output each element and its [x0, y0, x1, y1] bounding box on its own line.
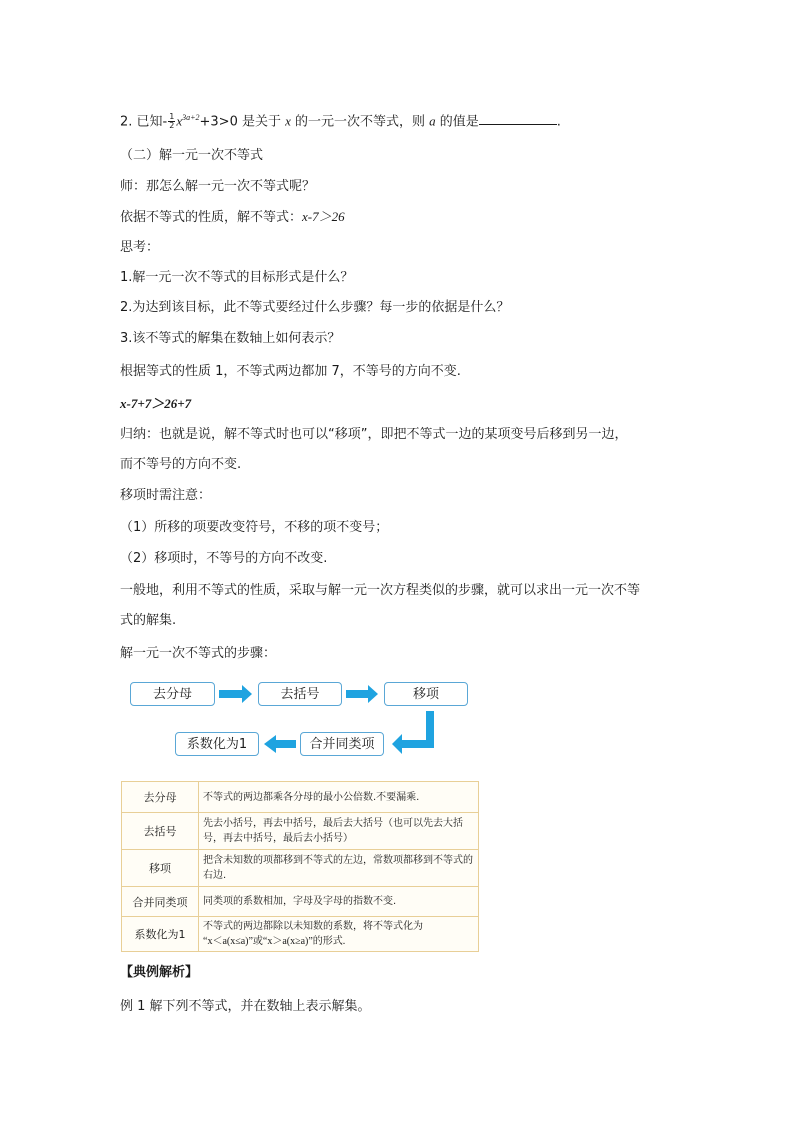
variable-a: a	[429, 113, 436, 129]
table-row	[122, 782, 479, 813]
example-1: 例 1 解下列不等式，并在数轴上表示解集。	[120, 999, 371, 1014]
variable-x-2: x	[285, 113, 291, 129]
table-desc-cell: 同类项的系数相加，字母及字母的指数不变.	[199, 887, 479, 917]
table-step-cell: 去分母	[122, 782, 199, 813]
table-step-cell: 系数化为1	[122, 917, 199, 952]
notice-item-2: （2）移项时，不等号的方向不改变.	[120, 551, 328, 566]
q2-after: +3>0 是关于	[199, 114, 286, 130]
flow-step-5: 系数化为1	[175, 732, 259, 756]
prompt-prefix: 依据不等式的性质，解不等式：	[120, 210, 303, 225]
equation-step: x-7+7＞26+7	[120, 396, 192, 411]
arrow-right-icon	[346, 685, 378, 703]
think-label: 思考：	[120, 240, 160, 255]
table-desc-cell: 把含未知数的项都移到不等式的左边，常数项都移到不等式的右边.	[199, 850, 479, 887]
table-row	[122, 917, 479, 952]
think-question-2: 2.为达到该目标，此不等式要经过什么步骤？每一步的依据是什么？	[120, 300, 510, 315]
summary-line-2: 而不等号的方向不变.	[120, 457, 242, 472]
think-question-3: 3.该不等式的解集在数轴上如何表示？	[120, 331, 341, 346]
q2-middle: 的一元一次不等式，则	[290, 114, 430, 130]
notice-label: 移项时需注意：	[120, 488, 212, 503]
property-line: 根据等式的性质 1，不等式两边都加 7，不等号的方向不变.	[120, 364, 461, 379]
flow-step-2: 去括号	[258, 682, 342, 706]
table-desc-cell	[199, 917, 479, 952]
table-desc-cell: 不等式的两边都乘各分母的最小公倍数.不要漏乘.	[199, 782, 479, 813]
section-title: （二）解一元一次不等式	[120, 148, 264, 163]
table-row	[122, 850, 479, 887]
general-line-2: 式的解集.	[120, 613, 177, 628]
notice-item-1: （1）所移的项要改变符号，不移的项不变号；	[120, 520, 389, 535]
q2-tail: .	[556, 114, 561, 130]
fraction-numerator: 1	[169, 112, 175, 122]
q2-prefix: 2. 已知-	[120, 114, 168, 130]
teacher-line: 师：那怎么解一元一次不等式呢？	[120, 179, 316, 194]
table-row	[122, 887, 479, 917]
q2-end: 的值是	[435, 114, 479, 130]
example-heading: 【典例解析】	[120, 965, 199, 980]
table-step-cell: 移项	[122, 850, 199, 887]
table-desc-line-1: 不等式的两边都除以未知数的系数，将不等式化为	[203, 921, 423, 932]
arrow-right-icon	[219, 685, 252, 703]
exponent: 3a+2	[182, 113, 200, 122]
prompt-expression: x-7＞26	[302, 209, 345, 224]
flow-step-1: 去分母	[130, 682, 215, 706]
flow-step-4: 合并同类项	[300, 732, 384, 756]
table-desc-line-2: “x＜a(x≤a)”或“x＞a(x≥a)”的形式.	[203, 936, 346, 947]
table-row	[122, 813, 479, 850]
steps-table	[121, 781, 479, 952]
general-line-1: 一般地，利用不等式的性质，采取与解一元一次方程类似的步骤，就可以求出一元一次不等	[120, 583, 641, 598]
arrow-elbow-icon	[392, 711, 434, 754]
summary-line-1: 归纳：也就是说，解不等式时也可以“移项”，即把不等式一边的某项变号后移到另一边，	[120, 427, 628, 442]
table-step-cell: 去括号	[122, 813, 199, 850]
variable-x: x	[176, 113, 183, 129]
think-question-1: 1.解一元一次不等式的目标形式是什么？	[120, 270, 354, 285]
table-desc-cell: 先去小括号，再去中括号，最后去大括号（也可以先去大括号，再去中括号，最后去小括号）	[199, 813, 479, 850]
arrow-left-icon	[264, 735, 296, 753]
table-step-cell: 合并同类项	[122, 887, 199, 917]
flow-step-3: 移项	[384, 682, 468, 706]
fraction-denominator: 2	[169, 121, 175, 131]
steps-label: 解一元一次不等式的步骤：	[120, 646, 277, 661]
